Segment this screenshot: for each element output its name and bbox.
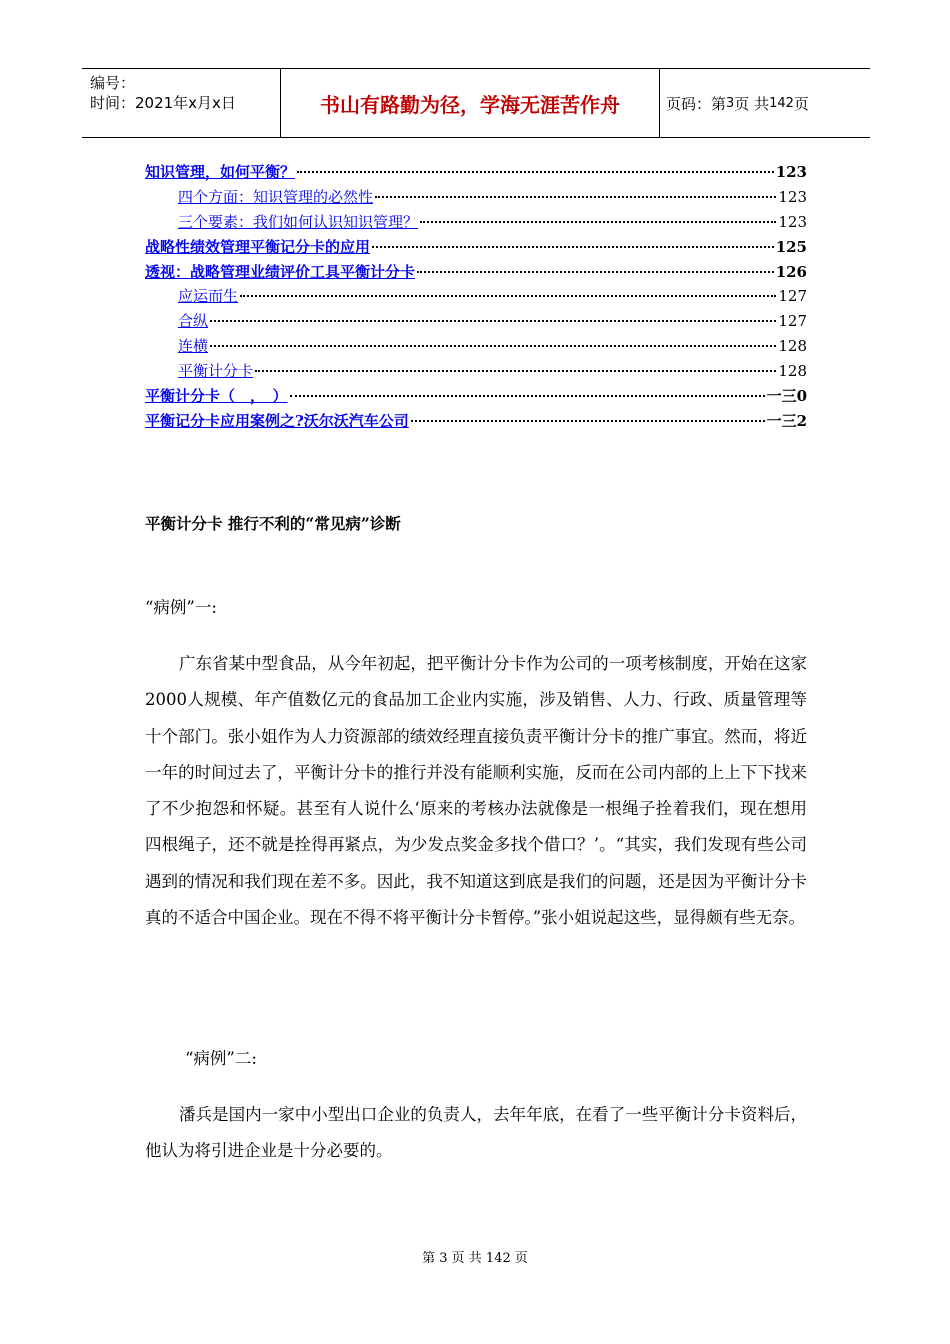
- toc-page-number: 123: [775, 163, 807, 181]
- case1-paragraph: 广东省某中型食品，从今年初起，把平衡计分卡作为公司的一项考核制度，开始在这家2000人规模、年产值数亿元的食品加工企业内实施，涉及销售、人力、行政、质量管理等十个部门。张小姐作为人力资源部的绩效经理直接负责平衡计分卡的推广事宜。然而，将近一年的时间过去了，平衡计分卡的推行并没有能顺利实施，反而在公司内部的上上下下找来了不少抱怨和怀疑。甚至有人说什么‘原来的考核办法就像是一根绳子拴着我们，现在想用四根绳子，还不就是拴得再紧点，为少发点奖金多找个借口？’。“其实，我们发现有些公司遇到的情况和我们现在差不多。因此，我不知道这到底是我们的问题，还是因为平衡计分卡真的不适合中国企业。现在不得不将平衡计分卡暂停。”张小姐说起这些，显得颇有些无奈。: [145, 654, 807, 928]
- toc-leader-dots: [210, 345, 776, 347]
- toc-entry[interactable]: [145, 160, 807, 185]
- toc-link[interactable]: 知识管理，如何平衡？: [145, 163, 296, 181]
- toc-page-number: 123: [778, 212, 807, 231]
- toc-link[interactable]: 四个方面：知识管理的必然性: [178, 187, 374, 206]
- case2-paragraph: 潘兵是国内一家中小型出口企业的负责人，去年年底，在看了一些平衡计分卡资料后，他认为将引进企业是十分必要的。: [145, 1105, 807, 1161]
- toc-link[interactable]: 连横: [178, 337, 209, 356]
- page-suffix: 页: [793, 94, 809, 113]
- toc-link[interactable]: 三个要素：我们如何认识知识管理？: [178, 212, 419, 231]
- toc-entry[interactable]: [145, 235, 807, 260]
- toc-page-number: 125: [775, 237, 807, 256]
- toc-entry[interactable]: [145, 284, 807, 309]
- toc-leader-dots: [255, 370, 776, 372]
- toc-page-number: 126: [775, 262, 807, 281]
- header-meta: [82, 69, 281, 137]
- toc-leader-dots: [210, 320, 776, 322]
- toc-entry[interactable]: [145, 260, 807, 285]
- number-label: 编号：: [90, 74, 136, 92]
- toc-page-number: 一三2: [766, 411, 807, 430]
- toc-link[interactable]: 平衡计分卡: [178, 362, 254, 381]
- section-title: 平衡计分卡 推行不利的“常见病”诊断: [145, 514, 401, 533]
- table-of-contents: [145, 160, 807, 434]
- toc-entry[interactable]: [145, 384, 807, 409]
- toc-leader-dots: [240, 295, 776, 297]
- toc-page-number: 127: [778, 312, 807, 331]
- toc-link[interactable]: 透视：战略管理业绩评价工具平衡计分卡: [145, 262, 416, 281]
- toc-entry[interactable]: [145, 309, 807, 334]
- toc-leader-dots: [290, 395, 765, 397]
- toc-link[interactable]: 战略性绩效管理平衡记分卡的应用: [145, 237, 371, 256]
- page-total: 142: [769, 95, 794, 111]
- toc-page-number: 一三0: [766, 387, 807, 406]
- page-number: 3: [726, 95, 735, 111]
- toc-page-number: 128: [778, 337, 807, 356]
- toc-leader-dots: [420, 221, 776, 223]
- toc-link[interactable]: 合纵: [178, 312, 209, 331]
- toc-leader-dots: [375, 196, 776, 198]
- toc-entry[interactable]: [145, 359, 807, 384]
- toc-entry[interactable]: [145, 185, 807, 210]
- toc-link[interactable]: 应运而生: [178, 287, 239, 306]
- toc-leader-dots: [297, 171, 774, 173]
- toc-leader-dots: [411, 420, 765, 422]
- time-label: 时间：2021年x月x日: [90, 94, 236, 112]
- page-footer: 第 3 页 共 142 页: [422, 1251, 528, 1266]
- case2-label: “病例”二:: [185, 1049, 257, 1068]
- toc-leader-dots: [372, 246, 774, 248]
- toc-link[interactable]: 平衡记分卡应用案例之?沃尔沃汽车公司: [145, 411, 409, 430]
- toc-link[interactable]: 平衡计分卡（ ， ）: [145, 387, 288, 406]
- toc-entry[interactable]: [145, 210, 807, 235]
- header-page-info: [660, 69, 870, 137]
- page-mid: 页 共: [734, 94, 770, 113]
- toc-leader-dots: [417, 271, 774, 273]
- toc-entry[interactable]: [145, 409, 807, 434]
- case1-label: “病例”一:: [145, 598, 217, 617]
- toc-page-number: 127: [778, 287, 807, 306]
- toc-entry[interactable]: [145, 334, 807, 359]
- header-motto: 书山有路勤为径，学海无涯苦作舟: [281, 69, 660, 137]
- page-prefix: 页码：第: [666, 94, 727, 113]
- toc-page-number: 123: [778, 187, 807, 206]
- header-table: [82, 68, 870, 138]
- toc-page-number: 128: [778, 362, 807, 381]
